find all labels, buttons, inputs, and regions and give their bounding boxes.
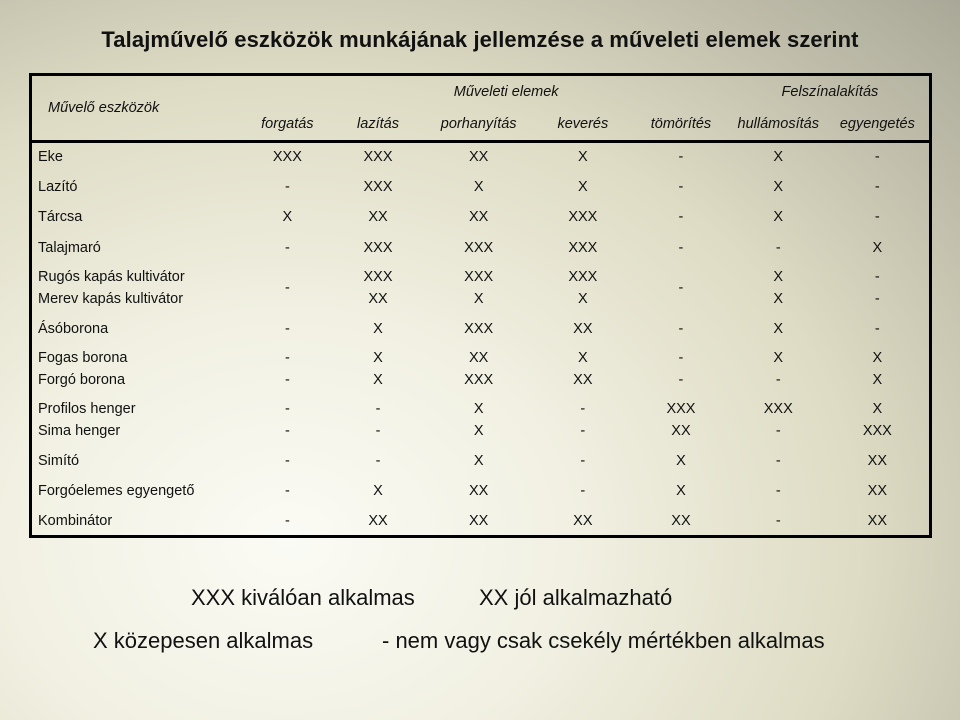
- table-row: [31, 232, 931, 262]
- rating-cell: -: [580, 453, 586, 470]
- rating-value: -: [775, 423, 781, 440]
- rating-cell: XX: [671, 512, 691, 529]
- rating-value: -: [580, 423, 586, 440]
- rating-value: -: [678, 350, 684, 367]
- rating-cell: [535, 344, 632, 395]
- rating-value: X: [872, 401, 883, 418]
- rating-cell: -: [678, 239, 684, 256]
- tool-name-cell: Talajmaró: [38, 239, 101, 256]
- tool-name-cell: Lazító: [38, 178, 78, 195]
- column-header: porhanyítás: [423, 108, 535, 142]
- rating-cell: [731, 395, 826, 446]
- tool-name: Sima henger: [38, 423, 121, 440]
- rating-cell: XX: [573, 512, 593, 529]
- rating-cell: [423, 395, 535, 446]
- tool-name-cell: Tárcsa: [38, 209, 83, 226]
- rating-cell: [535, 395, 632, 446]
- legend-x: X közepesen alkalmas: [93, 628, 314, 653]
- rating-value: X: [473, 401, 484, 418]
- column-header: hullámosítás: [731, 108, 826, 142]
- tool-name-cell: [31, 344, 242, 395]
- rating-cell: XXX: [272, 149, 302, 166]
- rating-value: -: [284, 401, 290, 418]
- legend-xxx: XXX kiválóan alkalmas: [191, 585, 415, 610]
- table-row: [31, 476, 931, 506]
- rating-cell: [242, 263, 334, 314]
- rating-cell: X: [577, 149, 588, 166]
- rating-cell: -: [375, 453, 381, 470]
- column-header: tömörítés: [631, 108, 731, 142]
- rating-cell: [535, 263, 632, 314]
- rating-cell: XXX: [568, 239, 598, 256]
- rating-value: XXX: [666, 401, 696, 418]
- rating-value: -: [580, 401, 586, 418]
- rating-value: XX: [671, 423, 691, 440]
- column-header: keverés: [535, 108, 632, 142]
- tool-name-cell: Eke: [38, 149, 63, 166]
- rating-value: X: [577, 350, 588, 367]
- rating-cell: [631, 263, 731, 314]
- rating-cell: X: [773, 149, 784, 166]
- rating-value: XXX: [568, 269, 598, 286]
- tool-column-header: Művelő eszközök: [31, 75, 242, 142]
- rating-cell: [631, 395, 731, 446]
- rating-cell: X: [577, 178, 588, 195]
- rating-cell: [423, 344, 535, 395]
- rating-value: XXX: [363, 269, 393, 286]
- rating-cell: XX: [468, 512, 489, 529]
- rating-cell: XXX: [363, 178, 393, 195]
- rating-value: -: [874, 269, 880, 286]
- rating-cell: X: [473, 453, 484, 470]
- rating-value: X: [373, 350, 383, 367]
- group-header-operations: Műveleti elemek: [453, 83, 559, 100]
- tool-name-cell: Kombinátor: [38, 512, 113, 529]
- rating-value: -: [284, 280, 290, 297]
- rating-value: X: [577, 291, 588, 308]
- page-title: Talajművelő eszközök munkájának jellemzése a műveleti elemek szerint: [101, 27, 859, 52]
- tool-name: Forgó borona: [38, 372, 126, 389]
- rating-value: XXX: [763, 401, 793, 418]
- rating-value: X: [373, 372, 383, 389]
- rating-cell: X: [676, 453, 686, 470]
- rating-cell: -: [874, 149, 880, 166]
- rating-cell: -: [284, 483, 290, 500]
- rating-cell: -: [874, 178, 880, 195]
- rating-cell: [826, 263, 931, 314]
- tool-table: [29, 73, 932, 538]
- rating-cell: [826, 395, 931, 446]
- rating-cell: [333, 344, 423, 395]
- rating-cell: XX: [867, 453, 888, 470]
- rating-value: X: [872, 350, 883, 367]
- rating-cell: XX: [468, 483, 489, 500]
- rating-value: -: [284, 350, 290, 367]
- rating-cell: XXX: [363, 149, 393, 166]
- rating-value: -: [375, 423, 381, 440]
- group-header-surface: Felszínalakítás: [781, 83, 879, 100]
- rating-cell: -: [284, 320, 290, 337]
- rating-cell: -: [678, 209, 684, 226]
- tool-name-cell: Ásóborona: [38, 320, 109, 337]
- rating-cell: [826, 344, 931, 395]
- rating-cell: XX: [867, 512, 888, 529]
- rating-cell: [731, 344, 826, 395]
- table-row: [31, 344, 931, 395]
- rating-cell: XXX: [464, 320, 494, 337]
- rating-cell: -: [874, 320, 880, 337]
- rating-cell: XX: [468, 149, 489, 166]
- table-row: [31, 395, 931, 446]
- rating-cell: XX: [468, 209, 489, 226]
- rating-value: XX: [368, 291, 388, 308]
- rating-value: -: [678, 372, 684, 389]
- rating-cell: X: [872, 239, 883, 256]
- rating-value: X: [773, 269, 784, 286]
- rating-cell: -: [775, 512, 781, 529]
- table-row: [31, 263, 931, 314]
- tool-name-cell: [31, 263, 242, 314]
- table-row: [31, 446, 931, 476]
- rating-value: -: [284, 372, 290, 389]
- rating-cell: -: [284, 512, 290, 529]
- rating-cell: -: [284, 178, 290, 195]
- table-row: [31, 172, 931, 202]
- rating-value: XX: [573, 372, 593, 389]
- rating-cell: X: [473, 178, 484, 195]
- rating-cell: X: [773, 320, 784, 337]
- rating-cell: XX: [368, 512, 388, 529]
- rating-cell: XX: [573, 320, 593, 337]
- rating-cell: [242, 344, 334, 395]
- column-header: forgatás: [242, 108, 334, 142]
- rating-cell: X: [373, 483, 383, 500]
- rating-value: -: [874, 291, 880, 308]
- rating-cell: X: [773, 178, 784, 195]
- rating-cell: X: [773, 209, 784, 226]
- rating-value: X: [773, 350, 784, 367]
- tool-name-cell: Forgóelemes egyengető: [38, 483, 195, 500]
- rating-value: -: [375, 401, 381, 418]
- rating-value: -: [284, 423, 290, 440]
- tool-name: Merev kapás kultivátor: [38, 291, 184, 308]
- legend-xx: XX jól alkalmazható: [479, 585, 673, 610]
- rating-cell: [242, 395, 334, 446]
- legend-dash: - nem vagy csak csekély mértékben alkalmas: [382, 628, 825, 653]
- rating-value: -: [678, 280, 684, 297]
- tool-name: Rugós kapás kultivátor: [38, 269, 185, 286]
- tool-name: Profilos henger: [38, 401, 136, 418]
- column-header: egyengetés: [826, 108, 931, 142]
- rating-cell: -: [874, 209, 880, 226]
- rating-cell: XX: [368, 209, 388, 226]
- tool-name: Fogas borona: [38, 350, 128, 367]
- rating-cell: XX: [867, 483, 888, 500]
- rating-cell: -: [775, 483, 781, 500]
- rating-cell: X: [373, 320, 383, 337]
- rating-cell: -: [284, 453, 290, 470]
- table-row: [31, 202, 931, 232]
- rating-cell: [333, 263, 423, 314]
- rating-value: XXX: [464, 372, 494, 389]
- rating-cell: -: [678, 149, 684, 166]
- rating-cell: XXX: [363, 239, 393, 256]
- rating-cell: X: [282, 209, 293, 226]
- rating-value: -: [775, 372, 781, 389]
- rating-cell: X: [676, 483, 686, 500]
- rating-value: X: [473, 423, 484, 440]
- table-row: [31, 314, 931, 344]
- rating-cell: [731, 263, 826, 314]
- rating-cell: [631, 344, 731, 395]
- rating-cell: -: [580, 483, 586, 500]
- rating-value: X: [872, 372, 883, 389]
- tool-name-cell: [31, 395, 242, 446]
- rating-cell: [423, 263, 535, 314]
- rating-value: XXX: [862, 423, 892, 440]
- rating-value: X: [473, 291, 484, 308]
- rating-cell: -: [678, 178, 684, 195]
- rating-value: XX: [468, 350, 489, 367]
- rating-cell: -: [678, 320, 684, 337]
- rating-value: XXX: [464, 269, 494, 286]
- rating-cell: -: [775, 453, 781, 470]
- rating-cell: [333, 395, 423, 446]
- rating-cell: XXX: [464, 239, 494, 256]
- column-header: lazítás: [333, 108, 423, 142]
- rating-cell: -: [284, 239, 290, 256]
- rating-cell: -: [775, 239, 781, 256]
- rating-value: X: [773, 291, 784, 308]
- table-row: [31, 142, 931, 172]
- rating-cell: XXX: [568, 209, 598, 226]
- table-row: [31, 507, 931, 537]
- tool-name-cell: Simító: [38, 453, 80, 470]
